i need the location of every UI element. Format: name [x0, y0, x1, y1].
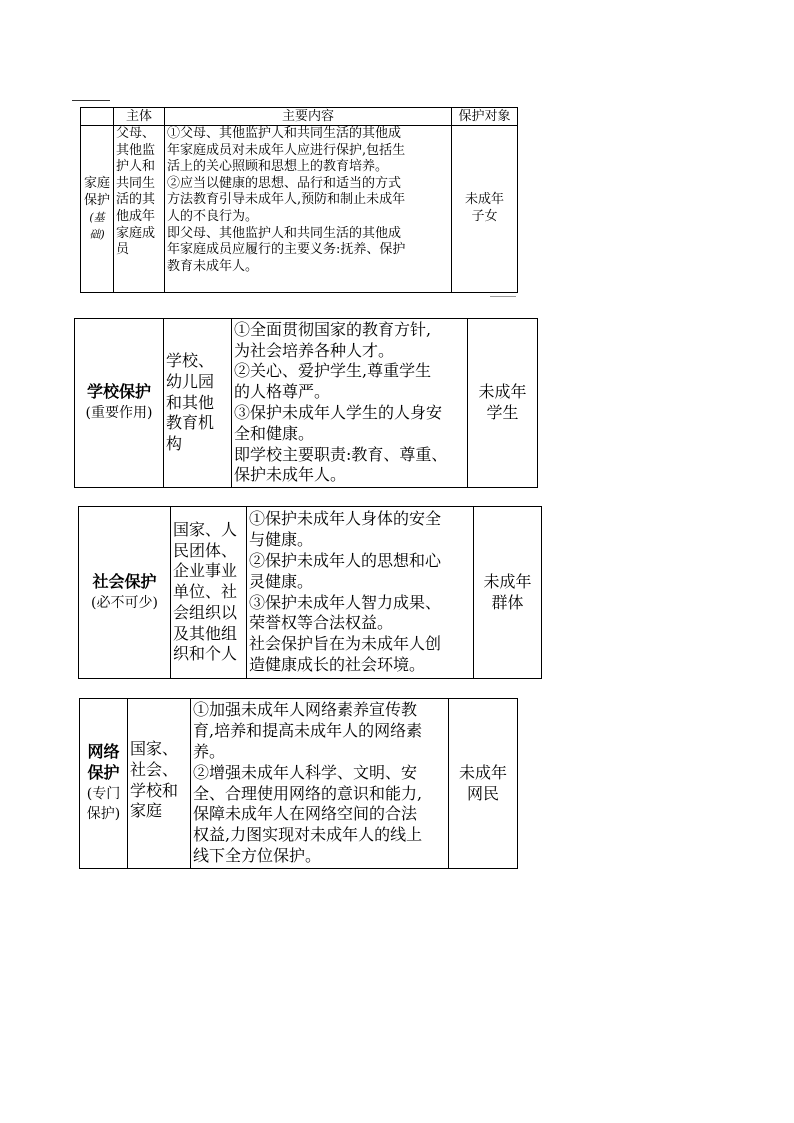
table-row [81, 126, 518, 293]
content-text: ①全面贯彻国家的教育方针, 为社会培养各种人才。 ②关心、爱护学生,尊重学生 的人格尊严。 ③保护未成年人学生的人身安 全和健康。 即学校主要职责:教育、尊重、 保护未成年人。 [234, 319, 448, 485]
social-protection-table [78, 506, 542, 679]
header-target: 保护对象 [452, 108, 518, 126]
target-text: 未成年 群体 [483, 571, 532, 612]
internet-protection-table [79, 698, 518, 869]
content-cell [165, 126, 452, 293]
target-cell [452, 126, 518, 293]
subject-text: 国家、人 民团体、 企业事业 单位、社 会组织以 及其他组 织和个人 [173, 519, 238, 664]
subject-cell [114, 126, 165, 293]
category-cell [75, 319, 164, 488]
school-protection-table [74, 318, 538, 488]
category-note: (专门 保护) [86, 785, 121, 823]
target-text: 未成年 网民 [458, 762, 507, 803]
target-text: 未成年 子女 [464, 192, 504, 224]
category-cell [80, 699, 128, 869]
category-title: 网络 保护 [87, 741, 120, 782]
subject-text: 父母、 其他监 护人和 共同生 活的其 他成年 家庭成 员 [116, 126, 156, 258]
table-row [80, 699, 518, 869]
category-note: (基 础) [89, 211, 105, 241]
category-title: 家庭 保护 [83, 176, 110, 208]
content-cell [247, 507, 474, 679]
category-note: (必不可少) [91, 594, 158, 611]
content-cell [191, 699, 449, 869]
content-text: ①父母、其他监护人和共同生活的其他成 年家庭成员对未成年人应进行保护,包括生 活上的关心照顾和思想上的教育培养。 ②应当以健康的思想、品行和适当的方式 方法教育引导未成年人,预防和制止未成年 人的不良行为。 即父母、其他监护人和共同生活的其他成 年家庭成员应履行的主要义务:抚养、保护 教育未成年人。 [167, 126, 406, 274]
target-cell [468, 319, 538, 488]
subject-text: 国家、 社会、 学校和 家庭 [130, 739, 179, 821]
content-text: ①保护未成年人身体的安全 与健康。 ②保护未成年人的思想和心 灵健康。 ③保护未成年人智力成果、 荣誉权等合法权益。 社会保护旨在为未成年人创 造健康成长的社会环境。 [249, 509, 442, 674]
target-cell [474, 507, 542, 679]
subject-cell [164, 319, 232, 488]
category-title: 社会保护 [92, 571, 157, 591]
header-blank [81, 108, 114, 126]
scan-mark [490, 296, 516, 297]
table-row [79, 507, 542, 679]
family-protection-table [80, 107, 518, 293]
header-content: 主要内容 [165, 108, 452, 126]
category-title: 学校保护 [86, 382, 151, 402]
subject-text: 学校、 幼儿园 和其他 教育机 构 [166, 351, 215, 454]
subject-cell [128, 699, 191, 869]
table-row [75, 319, 538, 488]
category-cell [81, 126, 114, 293]
category-note: (重要作用) [85, 405, 153, 421]
subject-cell [171, 507, 247, 679]
content-cell [232, 319, 468, 488]
header-subject: 主体 [114, 108, 165, 126]
target-text: 未成年 学生 [478, 382, 527, 422]
content-text: ①加强未成年人网络素养宣传教 育,培养和提高未成年人的网络素 养。 ②增强未成年人科学、文明、安 全、合理使用网络的意识和能力, 保障未成年人在网络空间的合法 权益,力图实现对未成年人的线上 线下全方位保护。 [193, 700, 423, 865]
scan-mark [72, 100, 110, 101]
target-cell [449, 699, 518, 869]
category-cell [79, 507, 171, 679]
header-row [81, 108, 518, 126]
